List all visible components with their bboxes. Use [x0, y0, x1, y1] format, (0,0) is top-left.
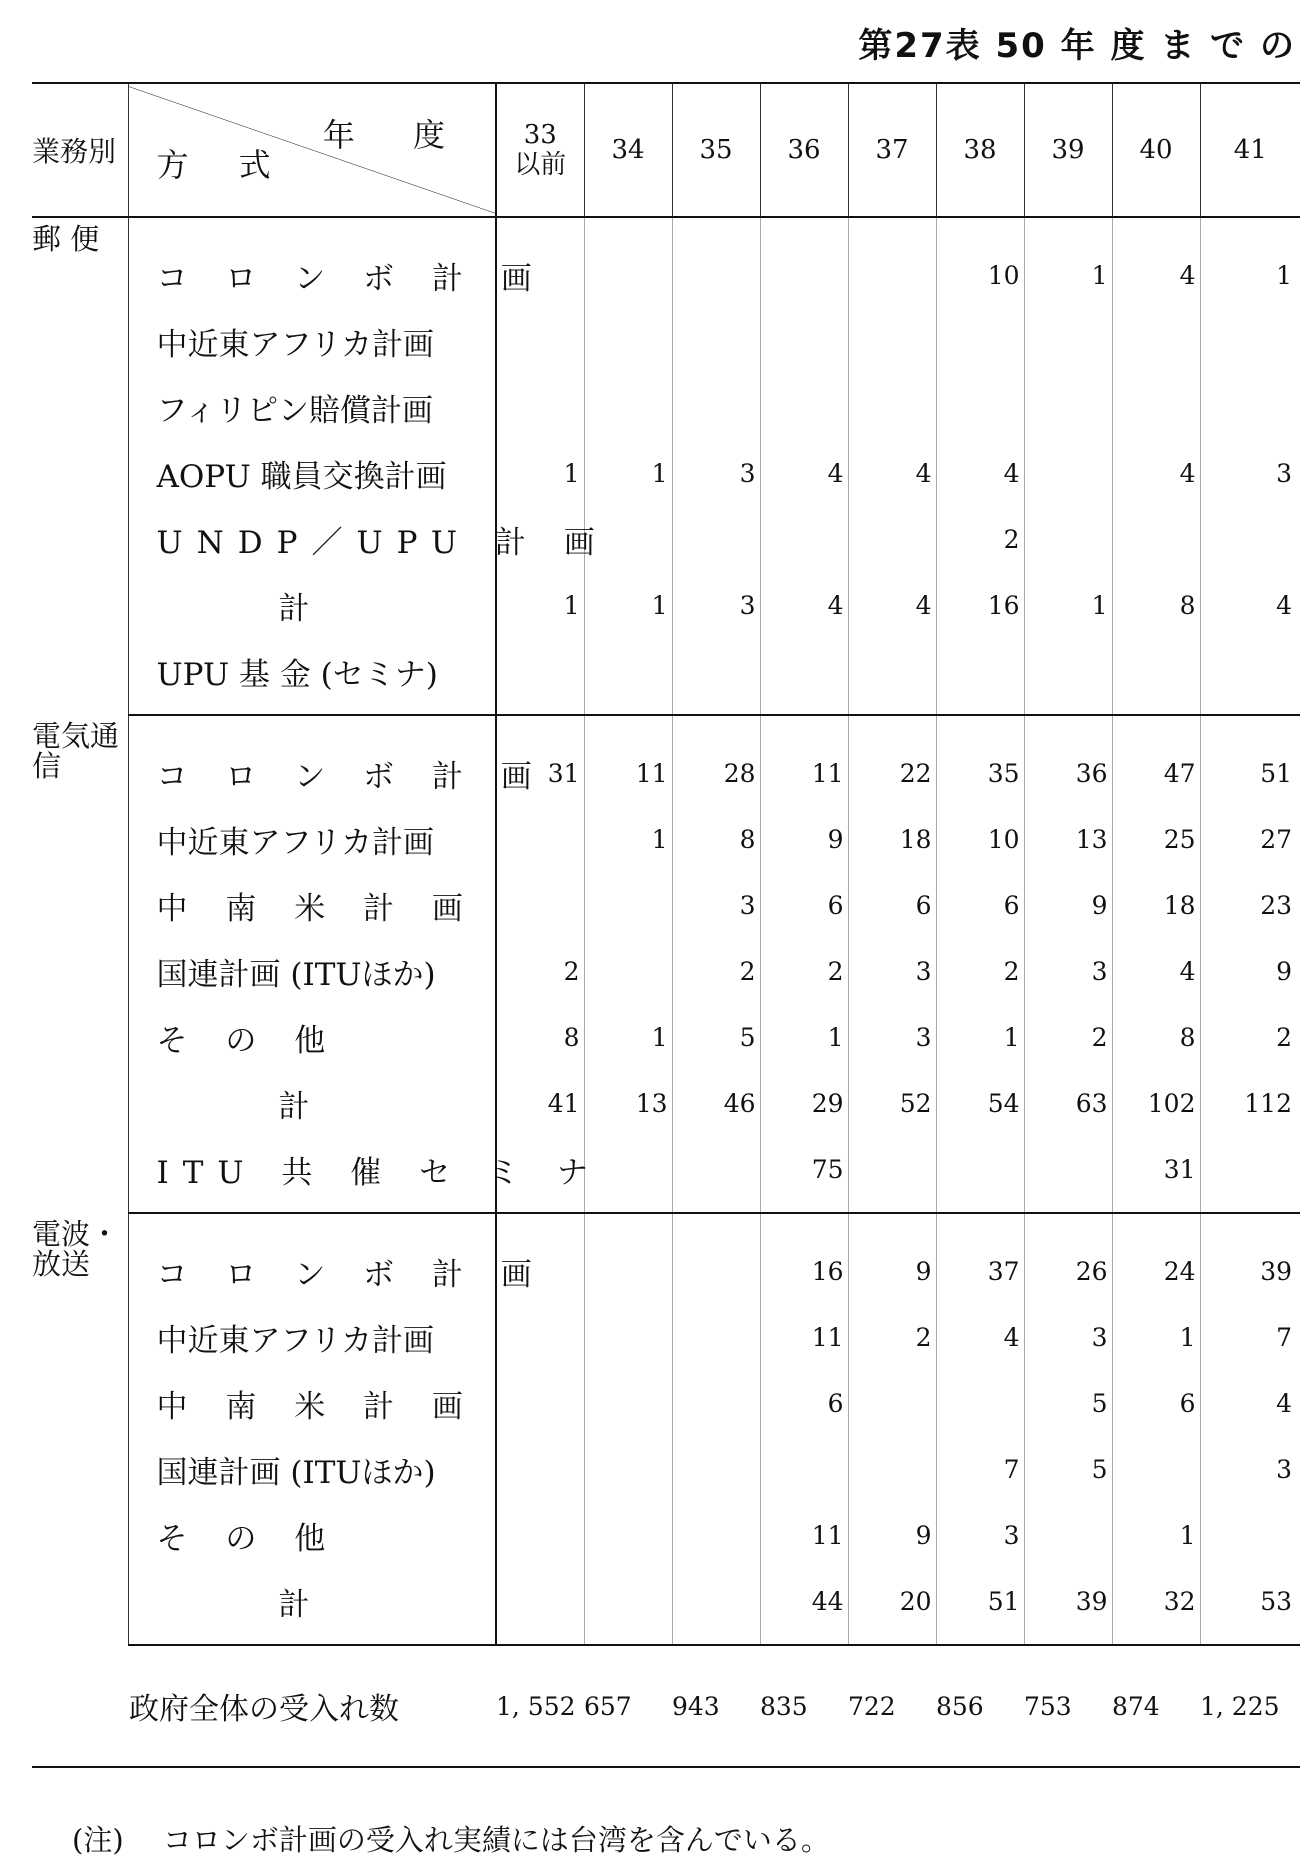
value-cell: [672, 1436, 760, 1502]
table-row: [32, 572, 1300, 638]
value-cell: 4: [936, 440, 1024, 506]
value-cell: [936, 638, 1024, 715]
value-cell: [1200, 308, 1300, 374]
value-cell: [584, 1213, 672, 1304]
value-cell: [496, 308, 584, 374]
value-cell: 11: [760, 1304, 848, 1370]
value-cell: [584, 1436, 672, 1502]
value-cell: [672, 1370, 760, 1436]
value-cell: 8: [1112, 1004, 1200, 1070]
value-cell: [672, 1136, 760, 1213]
value-cell: [1112, 308, 1200, 374]
method-label: 国連計画 (ITUほか): [128, 1436, 496, 1502]
value-cell: 4: [1112, 217, 1200, 308]
value-cell: [1024, 440, 1112, 506]
table-row: [32, 1370, 1300, 1436]
value-cell: 11: [760, 715, 848, 806]
method-label: UNDP／UPU 計 画: [128, 506, 496, 572]
value-cell: 1: [1112, 1304, 1200, 1370]
value-cell: 11: [584, 715, 672, 806]
business-category: 電波・放送: [32, 1217, 120, 1281]
value-cell: [1200, 506, 1300, 572]
method-label: そ の 他: [128, 1004, 496, 1070]
value-cell: 3: [672, 572, 760, 638]
value-cell: 4: [936, 1304, 1024, 1370]
method-label: 国連計画 (ITUほか): [128, 938, 496, 1004]
value-cell: [848, 638, 936, 715]
value-cell: 1: [1112, 1502, 1200, 1568]
value-cell: [584, 1502, 672, 1568]
value-cell: [584, 638, 672, 715]
value-cell: [496, 374, 584, 440]
value-cell: 29: [760, 1070, 848, 1136]
method-label: コ ロ ン ボ 計 画: [128, 217, 496, 308]
table-title: 第27表 50 年 度 ま で の: [858, 26, 1296, 66]
value-cell: [760, 308, 848, 374]
method-label: AOPU 職員交換計画: [128, 440, 496, 506]
value-cell: 1: [584, 440, 672, 506]
value-cell: [848, 217, 936, 308]
value-cell: 9: [760, 806, 848, 872]
diagonal-header-cell: [128, 83, 496, 217]
value-cell: 6: [1112, 1370, 1200, 1436]
value-cell: 3: [672, 440, 760, 506]
value-cell: 4: [1112, 938, 1200, 1004]
value-cell: 28: [672, 715, 760, 806]
value-cell: [672, 308, 760, 374]
value-cell: [1024, 506, 1112, 572]
value-cell: 6: [848, 872, 936, 938]
value-cell: 53: [1200, 1568, 1300, 1645]
value-cell: 18: [848, 806, 936, 872]
value-cell: [584, 938, 672, 1004]
value-cell: 63: [1024, 1070, 1112, 1136]
value-cell: 6: [760, 1370, 848, 1436]
government-total-value: 1, 552: [496, 1645, 584, 1767]
value-cell: [1200, 638, 1300, 715]
year-header-4: 37: [848, 83, 936, 217]
year-header-5: 38: [936, 83, 1024, 217]
value-cell: 1: [1024, 217, 1112, 308]
table-row: [32, 1070, 1300, 1136]
footnote-tag: (注): [72, 1823, 124, 1857]
value-cell: 10: [936, 806, 1024, 872]
table-row: [32, 1136, 1300, 1213]
government-total-value: 657: [584, 1645, 672, 1767]
value-cell: 31: [1112, 1136, 1200, 1213]
value-cell: 39: [1024, 1568, 1112, 1645]
business-category: 郵 便: [32, 222, 100, 256]
value-cell: 3: [848, 1004, 936, 1070]
value-cell: 25: [1112, 806, 1200, 872]
value-cell: 1: [936, 1004, 1024, 1070]
value-cell: [848, 1436, 936, 1502]
value-cell: [672, 217, 760, 308]
value-cell: 102: [1112, 1070, 1200, 1136]
value-cell: 51: [936, 1568, 1024, 1645]
value-cell: 23: [1200, 872, 1300, 938]
value-cell: 24: [1112, 1213, 1200, 1304]
value-cell: 5: [1024, 1436, 1112, 1502]
value-cell: 46: [672, 1070, 760, 1136]
government-total-value: 874: [1112, 1645, 1200, 1767]
table-row: [32, 308, 1300, 374]
value-cell: 9: [848, 1502, 936, 1568]
value-cell: 3: [1024, 1304, 1112, 1370]
value-cell: 9: [848, 1213, 936, 1304]
value-cell: 39: [1200, 1213, 1300, 1304]
business-header: 業務別: [32, 83, 128, 217]
value-cell: [672, 506, 760, 572]
method-label: コ ロ ン ボ 計 画: [128, 715, 496, 806]
value-cell: 44: [760, 1568, 848, 1645]
method-label: 計: [128, 1070, 496, 1136]
value-cell: 13: [584, 1070, 672, 1136]
method-label: UPU 基 金 (セミナ): [128, 638, 496, 715]
value-cell: 20: [848, 1568, 936, 1645]
government-total-value: 753: [1024, 1645, 1112, 1767]
government-total-value: 856: [936, 1645, 1024, 1767]
government-total-row: [32, 1645, 1300, 1767]
value-cell: 1: [1024, 572, 1112, 638]
value-cell: 8: [1112, 572, 1200, 638]
value-cell: 37: [936, 1213, 1024, 1304]
value-cell: 4: [1200, 572, 1300, 638]
value-cell: [496, 1304, 584, 1370]
method-label: 計: [128, 572, 496, 638]
value-cell: 7: [1200, 1304, 1300, 1370]
value-cell: 4: [760, 440, 848, 506]
value-cell: [848, 1370, 936, 1436]
value-cell: 6: [936, 872, 1024, 938]
value-cell: 36: [1024, 715, 1112, 806]
value-cell: 9: [1200, 938, 1300, 1004]
table-row: [32, 506, 1300, 572]
method-label: ITU 共 催 セ ミ ナ: [128, 1136, 496, 1213]
value-cell: 8: [496, 1004, 584, 1070]
method-label: フィリピン賠償計画: [128, 374, 496, 440]
value-cell: [936, 374, 1024, 440]
value-cell: [672, 1568, 760, 1645]
value-cell: [496, 1502, 584, 1568]
value-cell: [584, 308, 672, 374]
method-label: 中 南 米 計 画: [128, 1370, 496, 1436]
value-cell: 1: [584, 1004, 672, 1070]
value-cell: [584, 1568, 672, 1645]
value-cell: 16: [936, 572, 1024, 638]
value-cell: [496, 1568, 584, 1645]
value-cell: [760, 506, 848, 572]
value-cell: [672, 1502, 760, 1568]
value-cell: 31: [496, 715, 584, 806]
value-cell: 5: [1024, 1370, 1112, 1436]
value-cell: [584, 217, 672, 308]
value-cell: 1: [584, 572, 672, 638]
government-total-label: 政府全体の受入れ数: [32, 1645, 496, 1767]
value-cell: [848, 506, 936, 572]
value-cell: 75: [760, 1136, 848, 1213]
year-header-0: 33 以前: [496, 83, 584, 217]
year-header-3: 36: [760, 83, 848, 217]
value-cell: 2: [1200, 1004, 1300, 1070]
value-cell: 35: [936, 715, 1024, 806]
value-cell: 47: [1112, 715, 1200, 806]
method-label: 計: [128, 1568, 496, 1645]
value-cell: [672, 1304, 760, 1370]
value-cell: 9: [1024, 872, 1112, 938]
value-cell: 2: [936, 506, 1024, 572]
method-label: 中 南 米 計 画: [128, 872, 496, 938]
value-cell: [1024, 374, 1112, 440]
value-cell: 4: [848, 440, 936, 506]
data-table: [32, 82, 1300, 1768]
value-cell: [936, 308, 1024, 374]
value-cell: 6: [760, 872, 848, 938]
value-cell: 5: [672, 1004, 760, 1070]
value-cell: [584, 374, 672, 440]
value-cell: [936, 1136, 1024, 1213]
table-row: [32, 1568, 1300, 1645]
value-cell: 2: [672, 938, 760, 1004]
value-cell: [672, 638, 760, 715]
value-cell: 18: [1112, 872, 1200, 938]
table-row: [32, 440, 1300, 506]
footnote-text: コロンボ計画の受入れ実績には台湾を含んでいる。: [162, 1823, 830, 1857]
value-cell: [584, 872, 672, 938]
value-cell: [1200, 374, 1300, 440]
value-cell: [1112, 638, 1200, 715]
table-row: [32, 1304, 1300, 1370]
table-row: [32, 374, 1300, 440]
value-cell: 27: [1200, 806, 1300, 872]
value-cell: [760, 1436, 848, 1502]
value-cell: [496, 1436, 584, 1502]
business-category: 電気通信: [32, 719, 120, 783]
value-cell: [1112, 506, 1200, 572]
value-cell: 16: [760, 1213, 848, 1304]
table-row: [32, 217, 1300, 308]
value-cell: 11: [760, 1502, 848, 1568]
value-cell: 3: [1200, 1436, 1300, 1502]
table-row: [32, 1213, 1300, 1304]
value-cell: [1112, 1436, 1200, 1502]
value-cell: [760, 217, 848, 308]
value-cell: 2: [936, 938, 1024, 1004]
table-row: [32, 1004, 1300, 1070]
method-label: 中近東アフリカ計画: [128, 1304, 496, 1370]
value-cell: 3: [848, 938, 936, 1004]
value-cell: 8: [672, 806, 760, 872]
year-header-8: 41: [1200, 83, 1300, 217]
government-total-value: 1, 225: [1200, 1645, 1300, 1767]
value-cell: 1: [584, 806, 672, 872]
value-cell: 10: [936, 217, 1024, 308]
value-cell: [496, 1370, 584, 1436]
value-cell: [496, 806, 584, 872]
value-cell: 3: [936, 1502, 1024, 1568]
value-cell: 51: [1200, 715, 1300, 806]
year-header-7: 40: [1112, 83, 1200, 217]
method-label: 中近東アフリカ計画: [128, 806, 496, 872]
footnote: [72, 1818, 830, 1859]
value-cell: 3: [1024, 938, 1112, 1004]
value-cell: [1112, 374, 1200, 440]
table-row: [32, 1502, 1300, 1568]
value-cell: [760, 638, 848, 715]
value-cell: [1200, 1502, 1300, 1568]
value-cell: 22: [848, 715, 936, 806]
table-row: [32, 938, 1300, 1004]
value-cell: [1024, 1502, 1112, 1568]
value-cell: [496, 872, 584, 938]
government-total-value: 722: [848, 1645, 936, 1767]
value-cell: 2: [760, 938, 848, 1004]
method-label: コ ロ ン ボ 計 画: [128, 1213, 496, 1304]
method-label: 中近東アフリカ計画: [128, 308, 496, 374]
value-cell: [760, 374, 848, 440]
value-cell: 1: [760, 1004, 848, 1070]
table-row: [32, 638, 1300, 715]
value-cell: [848, 1136, 936, 1213]
value-cell: [1024, 308, 1112, 374]
method-header-label: 方 式: [156, 146, 291, 184]
year-header-2: 35: [672, 83, 760, 217]
value-cell: 32: [1112, 1568, 1200, 1645]
header-row: [32, 83, 1300, 217]
value-cell: 3: [672, 872, 760, 938]
value-cell: 52: [848, 1070, 936, 1136]
value-cell: 1: [1200, 217, 1300, 308]
table-row: [32, 1436, 1300, 1502]
value-cell: 2: [496, 938, 584, 1004]
value-cell: 4: [1112, 440, 1200, 506]
method-label: そ の 他: [128, 1502, 496, 1568]
value-cell: 3: [1200, 440, 1300, 506]
table-row: [32, 872, 1300, 938]
government-total-value: 835: [760, 1645, 848, 1767]
value-cell: [936, 1370, 1024, 1436]
value-cell: [672, 374, 760, 440]
value-cell: 112: [1200, 1070, 1300, 1136]
value-cell: 41: [496, 1070, 584, 1136]
value-cell: [584, 1304, 672, 1370]
value-cell: 54: [936, 1070, 1024, 1136]
value-cell: [1024, 1136, 1112, 1213]
value-cell: 2: [848, 1304, 936, 1370]
table-row: [32, 715, 1300, 806]
value-cell: [672, 1213, 760, 1304]
value-cell: 26: [1024, 1213, 1112, 1304]
year-header-6: 39: [1024, 83, 1112, 217]
year-header-1: 34: [584, 83, 672, 217]
value-cell: [1024, 638, 1112, 715]
value-cell: [496, 638, 584, 715]
value-cell: 1: [496, 572, 584, 638]
value-cell: 13: [1024, 806, 1112, 872]
value-cell: [848, 308, 936, 374]
government-total-value: 943: [672, 1645, 760, 1767]
value-cell: 4: [1200, 1370, 1300, 1436]
table-row: [32, 806, 1300, 872]
value-cell: 1: [496, 440, 584, 506]
value-cell: 7: [936, 1436, 1024, 1502]
year-header-label: 年 度: [322, 116, 469, 154]
value-cell: [848, 374, 936, 440]
value-cell: [584, 1370, 672, 1436]
value-cell: [1200, 1136, 1300, 1213]
value-cell: 2: [1024, 1004, 1112, 1070]
value-cell: 4: [760, 572, 848, 638]
value-cell: 4: [848, 572, 936, 638]
